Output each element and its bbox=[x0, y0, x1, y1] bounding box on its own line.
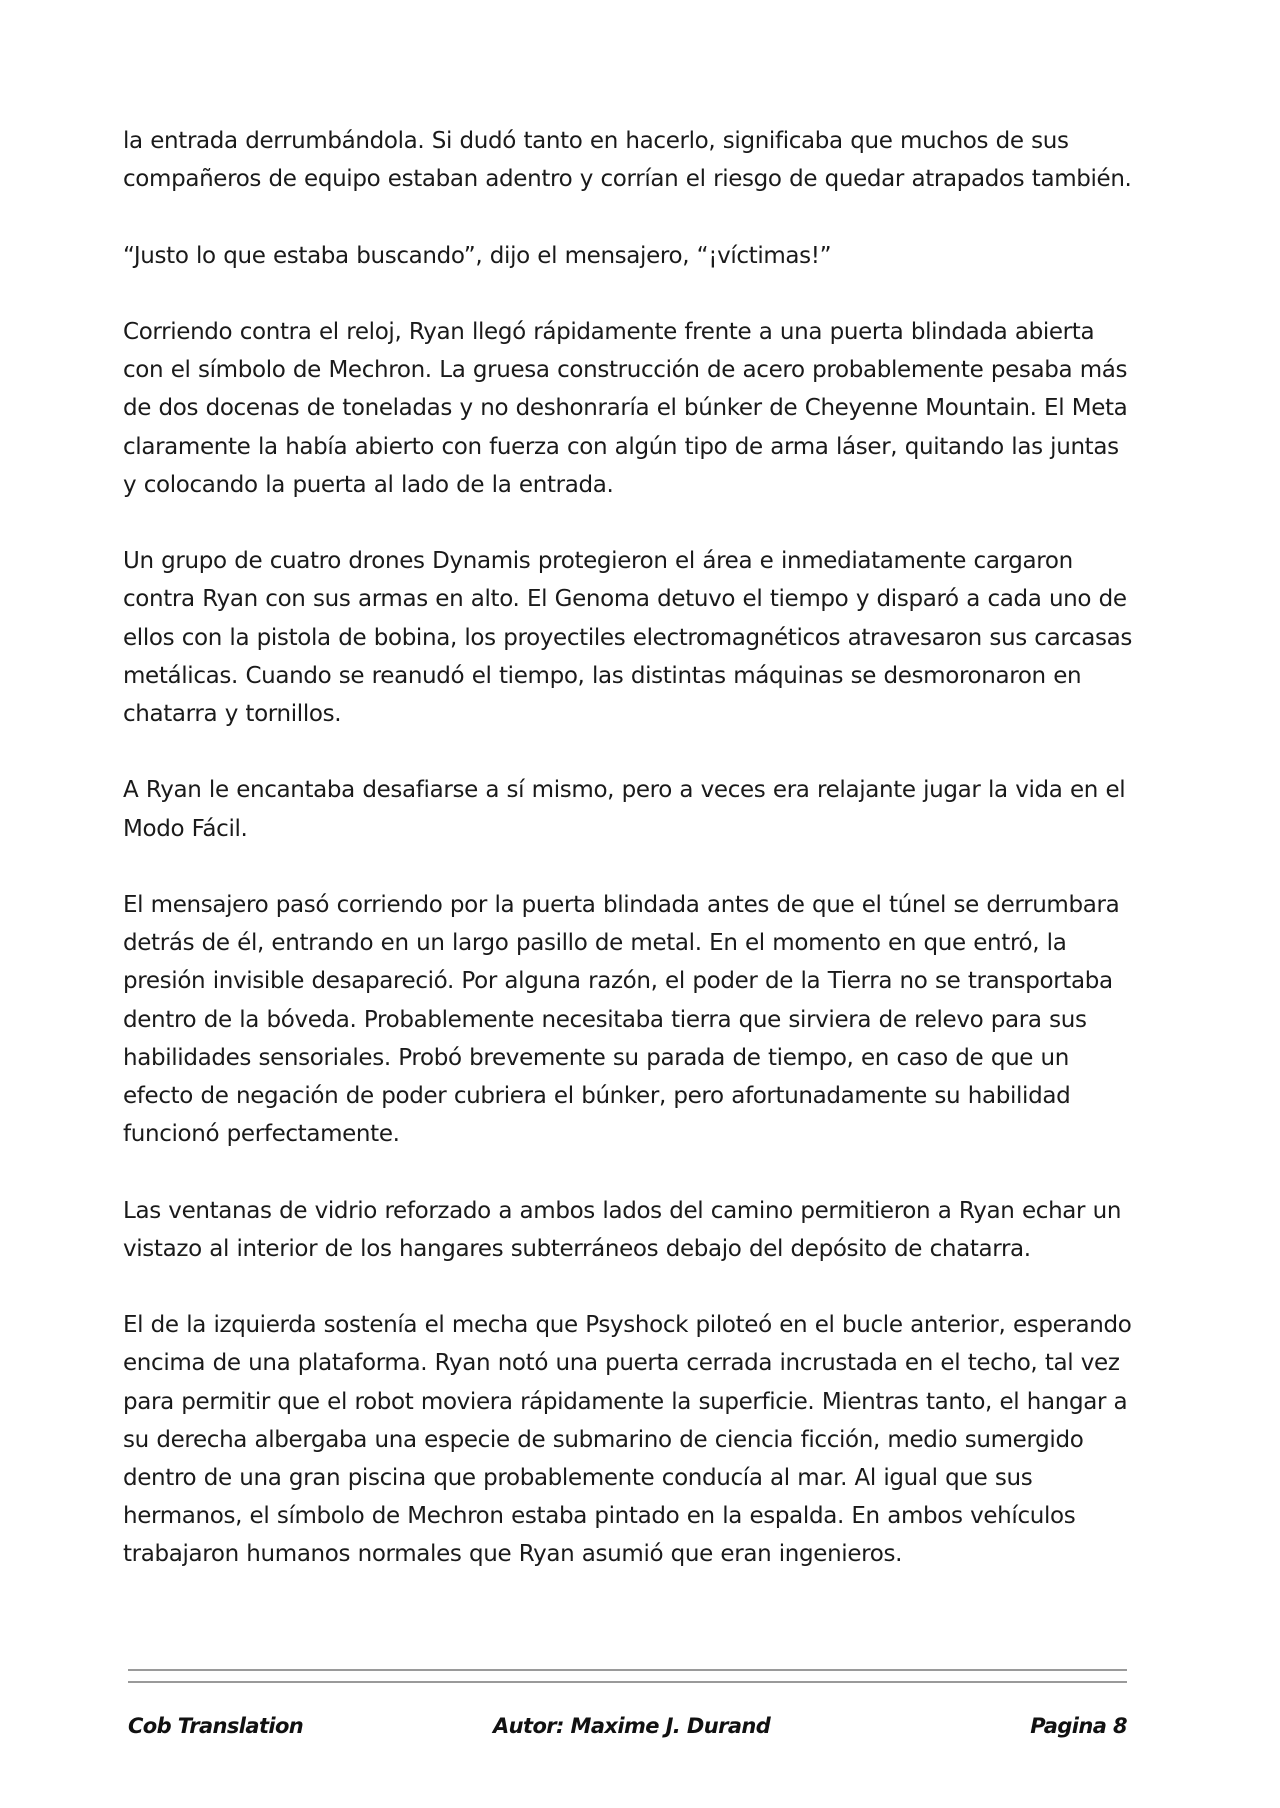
page-footer bbox=[128, 1714, 1127, 1748]
paragraph-3: Corriendo contra el reloj, Ryan llegó rápidamente frente a una puerta blindada abierta con el símbolo de Mechron. La gruesa construcción de acero probablemente pesaba más de dos docenas de toneladas y no deshonraría el búnker de Cheyenne Mountain. El Meta claramente la había abierto con fuerza con algún tipo de arma láser, quitando las juntas y colocando la puerta al lado de la entrada. bbox=[123, 318, 1128, 498]
footer-divider-top bbox=[128, 1669, 1127, 1671]
paragraph-1: la entrada derrumbándola. Si dudó tanto en hacerlo, significaba que muchos de sus compañeros de equipo estaban adentro y corrían el riesgo de quedar atrapados también. bbox=[123, 128, 1132, 193]
paragraph-4: Un grupo de cuatro drones Dynamis protegieron el área e inmediatamente cargaron contra Ryan con sus armas en alto. El Genoma detuvo el tiempo y disparó a cada uno de ellos con la pistola de bobina, los proyectiles electromagnéticos atravesaron sus carcasas metálicas. Cuando se reanudó el tiempo, las distintas máquinas se desmoronaron en chatarra y tornillos. bbox=[123, 548, 1132, 727]
paragraph-5: A Ryan le encantaba desafiarse a sí mismo, pero a veces era relajante jugar la vida en el Modo Fácil. bbox=[123, 777, 1126, 842]
footer-translator: Cob Translation bbox=[128, 1714, 304, 1738]
paragraph-6: El mensajero pasó corriendo por la puerta blindada antes de que el túnel se derrumbara detrás de él, entrando en un largo pasillo de metal. En el momento en que entró, la presión invisible desapareció. Por alguna razón, el poder de la Tierra no se transportaba dentro de la bóveda. Probablemente necesitaba tierra que sirviera de relevo para sus habilidades sensoriales. Probó brevemente su parada de tiempo, en caso de que un efecto de negación de poder cubriera el búnker, pero afortunadamente su habilidad funcionó perfectamente. bbox=[123, 891, 1120, 1148]
body-text bbox=[123, 122, 1133, 1612]
footer-divider-bottom bbox=[128, 1681, 1127, 1683]
paragraph-2: “Justo lo que estaba buscando”, dijo el mensajero, “¡víctimas!” bbox=[123, 242, 832, 269]
paragraph-7: Las ventanas de vidrio reforzado a ambos lados del camino permitieron a Ryan echar un vistazo al interior de los hangares subterráneos debajo del depósito de chatarra. bbox=[123, 1197, 1122, 1262]
paragraph-8: El de la izquierda sostenía el mecha que Psyshock piloteó en el bucle anterior, esperando encima de una plataforma. Ryan notó una puerta cerrada incrustada en el techo, tal vez para permitir que el robot moviera rápidamente la superficie. Mientras tanto, el hangar a su derecha albergaba una especie de submarino de ciencia ficción, medio sumergido dentro de una gran piscina que probablemente conducía al mar. Al igual que sus hermanos, el símbolo de Mechron estaba pintado en la espalda. En ambos vehículos trabajaron humanos normales que Ryan asumió que eran ingenieros. bbox=[123, 1312, 1132, 1568]
footer-author: Autor: Maxime J. Durand bbox=[493, 1714, 771, 1738]
footer-page-number: Pagina 8 bbox=[1030, 1714, 1127, 1738]
